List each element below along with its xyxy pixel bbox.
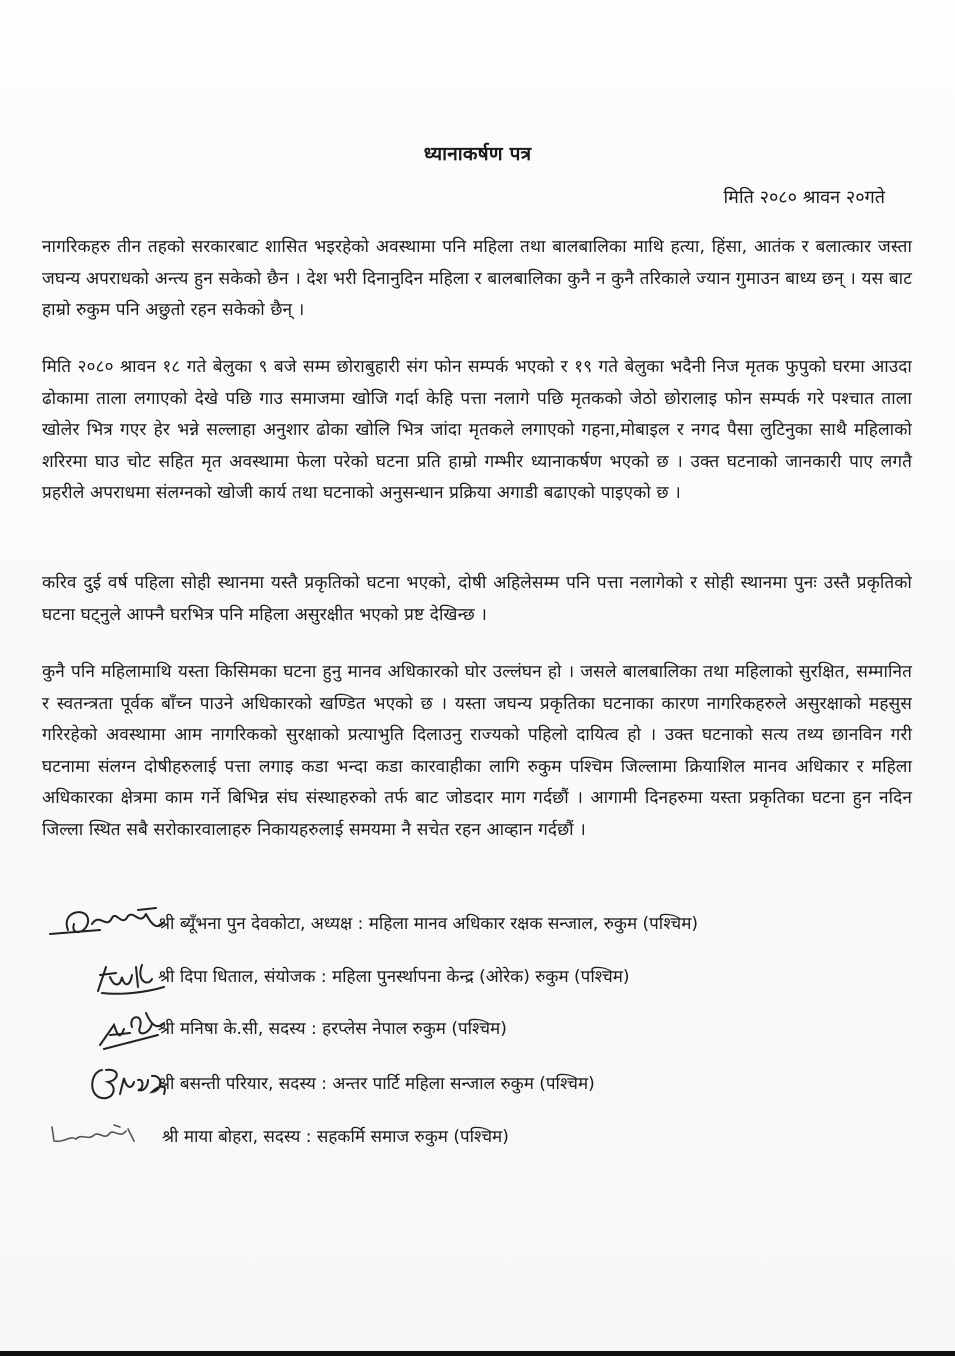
handwritten-signature: [40, 1060, 168, 1104]
handwritten-signature: [40, 1113, 168, 1157]
signatory-row: [40, 1060, 920, 1104]
page-bottom-edge: [0, 1351, 955, 1356]
signatory-row: [40, 1005, 920, 1049]
signatory-text: श्री बसन्ती परियार, सदस्य : अन्तर पार्टि महिला सन्जाल रुकुम (पश्चिम): [158, 1073, 595, 1094]
signatory-row: [40, 1113, 920, 1157]
signatory-text: श्री मनिषा के.सी, सदस्य : हरप्लेस नेपाल रुकुम (पश्चिम): [158, 1018, 507, 1039]
signatory-row: [40, 900, 920, 944]
paragraph-1: नागरिकहरु तीन तहको सरकारबाट शासित भइरहेको अवस्थामा पनि महिला तथा बालबालिका माथि हत्या, हिंसा, आतंक र बलात्कार जस्ता जघन्य अपराधको अन्त्य हुन सकेको छैन । देश भरी दिनानुदिन महिला र बालबालिका कुनै न कुनै तरिकाले ज्यान गुमाउन बाध्य छन् । यस बाट हाम्रो रुकुम पनि अछुतो रहन सकेको छैन् ।: [42, 237, 912, 320]
signatory-text: श्री माया बोहरा, सदस्य : सहकर्मि समाज रुकुम (पश्चिम): [162, 1126, 509, 1147]
signatory-row: [40, 953, 920, 997]
document-date: मिति २०८० श्रावन २०गते: [723, 187, 885, 208]
paragraph-4: कुनै पनि महिलामाथि यस्ता किसिमका घटना हुनु मानव अधिकारको घोर उल्लंघन हो । जसले बालबालिका तथा महिलाको सुरक्षित, सम्मानित र स्वतन्त्रता पूर्वक बाँच्न पाउने अधिकारको खण्डित भएको छ । यस्ता जघन्य प्रकृतिका घटनाका कारण नागरिकहरुले असुरक्षाको महसुस गरिरहेको अवस्थामा आम नागरिकको सुरक्षाको प्रत्याभुति दिलाउनु राज्यको पहिलो दायित्व हो । उक्त घटनाको सत्य तथ्य छानविन गरी घटनामा संलग्न दोषीहरुलाई पत्ता लगाइ कडा भन्दा कडा कारवाहीका लागि रुकुम पश्चिम जिल्लामा क्रियाशिल मानव अधिकार र महिला अधिकारका क्षेत्रमा काम गर्ने बिभिन्न संघ संस्थाहरुको तर्फ बाट जोडदार माग गर्दछौं । आगामी दिनहरुमा यस्ता प्रकृतिका घटना हुन नदिन जिल्ला स्थित सबै सरोकारवालाहरु निकायहरुलाई समयमा नै सचेत रहन आव्हान गर्दछौं ।: [42, 662, 912, 840]
paragraph-3: करिव दुई वर्ष पहिला सोही स्थानमा यस्तै प्रकृतिको घटना भएको, दोषी अहिलेसम्म पनि पत्ता नलागेको र सोही स्थानमा पुनः उस्तै प्रकृतिको घटना घट्नुले आफ्नै घरभित्र पनि महिला असुरक्षीत भएको प्रष्ट देखिन्छ ।: [42, 573, 912, 625]
handwritten-signature: [40, 900, 168, 944]
paragraph-2: मिति २०८० श्रावन १८ गते बेलुका ९ बजे सम्म छोराबुहारी संग फोन सम्पर्क भएको र १९ गते बेलुका भदैनी निज मृतक फुपुको घरमा आउदा ढोकामा ताला लगाएको देखे पछि गाउ समाजमा खोजि गर्दा केहि पत्ता नलागे पछि मृतकको जेठो छोरालाइ फोन सम्पर्क गरे पश्चात ताला खोलेर भित्र गएर हेर भन्ने सल्लाहा अनुशार ढोका खोलि भित्र जांदा मृतकले लगाएको गहना,मोबाइल र नगद पैसा लुटिनुका साथै महिलाको शरिरमा घाउ चोट सहित मृत अवस्थामा फेला परेको घटना प्रति हाम्रो गम्भीर ध्यानाकर्षण भएको छ । उक्त घटनाको जानकारी पाए लगतै प्रहरीले अपराधमा संलग्नको खोजी कार्य तथा घटनाको अनुसन्धान प्रक्रिया अगाडी बढाएको पाइएको छ ।: [42, 357, 912, 503]
document-title: ध्यानाकर्षण पत्र: [423, 143, 532, 165]
signatory-text: श्री ब्यूँभना पुन देवकोटा, अध्यक्ष : महिला मानव अधिकार रक्षक सन्जाल, रुकुम (पश्चिम): [158, 913, 699, 934]
handwritten-signature: [40, 953, 168, 997]
signatory-text: श्री दिपा धिताल, संयोजक : महिला पुनर्स्थापना केन्द्र (ओरेक) रुकुम (पश्चिम): [158, 966, 630, 987]
handwritten-signature: [40, 1005, 168, 1049]
